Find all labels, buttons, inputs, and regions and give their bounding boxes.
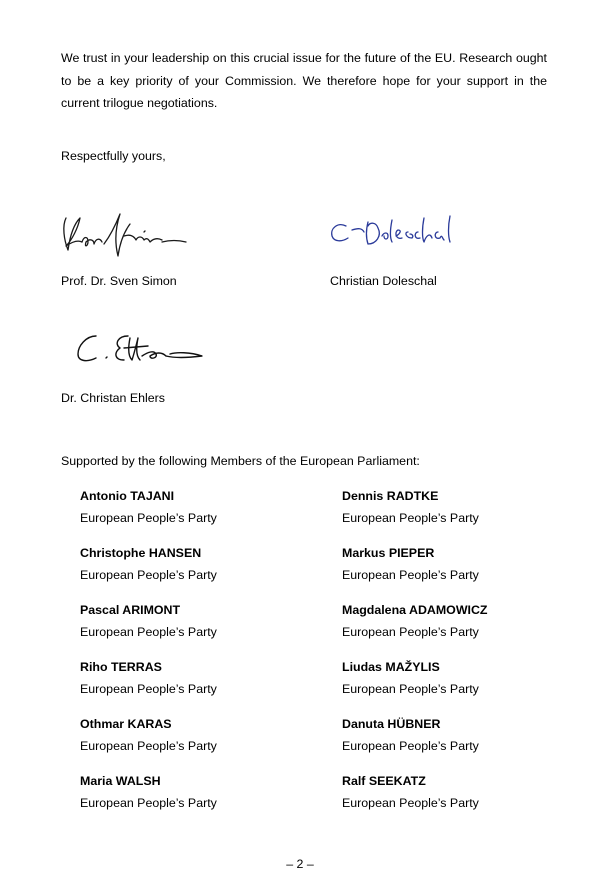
member-name: Maria WALSH — [80, 774, 161, 788]
closing-salutation: Respectfully yours, — [61, 149, 166, 163]
list-item — [342, 488, 487, 545]
member-name: Antonio TAJANI — [80, 489, 175, 503]
list-item — [80, 773, 217, 830]
signature-sven-simon — [58, 206, 198, 262]
member-name: Dennis RADTKE — [342, 489, 439, 503]
signature-christian-doleschal — [328, 214, 463, 254]
member-party: European People’s Party — [80, 682, 217, 696]
supporters-right-column — [342, 488, 487, 830]
list-item — [342, 659, 487, 716]
member-name: Riho TERRAS — [80, 660, 162, 674]
member-name: Othmar KARAS — [80, 717, 172, 731]
member-party: European People’s Party — [342, 568, 479, 582]
page-number: – 2 – — [286, 857, 314, 871]
list-item — [342, 716, 487, 773]
member-name: Magdalena ADAMOWICZ — [342, 603, 488, 617]
list-item — [80, 659, 217, 716]
list-item — [80, 716, 217, 773]
member-party: European People’s Party — [342, 625, 479, 639]
member-party: European People’s Party — [342, 796, 479, 810]
signatory-name: Christian Doleschal — [330, 274, 437, 288]
list-item — [342, 602, 487, 659]
signatory-name: Dr. Christan Ehlers — [61, 391, 165, 405]
member-party: European People’s Party — [80, 796, 217, 810]
list-item — [80, 545, 217, 602]
list-item — [80, 488, 217, 545]
member-name: Danuta HÜBNER — [342, 717, 441, 731]
member-name: Christophe HANSEN — [80, 546, 202, 560]
member-name: Markus PIEPER — [342, 546, 435, 560]
supporters-heading: Supported by the following Members of the European Parliament: — [61, 454, 420, 468]
member-party: European People’s Party — [342, 511, 479, 525]
supporters-left-column — [80, 488, 217, 830]
closing-paragraph: We trust in your leadership on this crucial issue for the future of the EU. Research ought to be a key priority of your Commission. We therefore hope for your support in the current trilogue negotiations. — [61, 51, 547, 110]
member-name: Pascal ARIMONT — [80, 603, 181, 617]
list-item — [342, 545, 487, 602]
list-item — [342, 773, 487, 830]
member-party: European People’s Party — [80, 511, 217, 525]
member-name: Liudas MAŽYLIS — [342, 660, 440, 674]
member-party: European People’s Party — [80, 625, 217, 639]
member-name: Ralf SEEKATZ — [342, 774, 426, 788]
member-party: European People’s Party — [80, 568, 217, 582]
member-party: European People’s Party — [80, 739, 217, 753]
list-item — [80, 602, 217, 659]
member-party: European People’s Party — [342, 739, 479, 753]
signature-christan-ehlers — [70, 330, 210, 372]
member-party: European People’s Party — [342, 682, 479, 696]
signatory-name: Prof. Dr. Sven Simon — [61, 274, 177, 288]
